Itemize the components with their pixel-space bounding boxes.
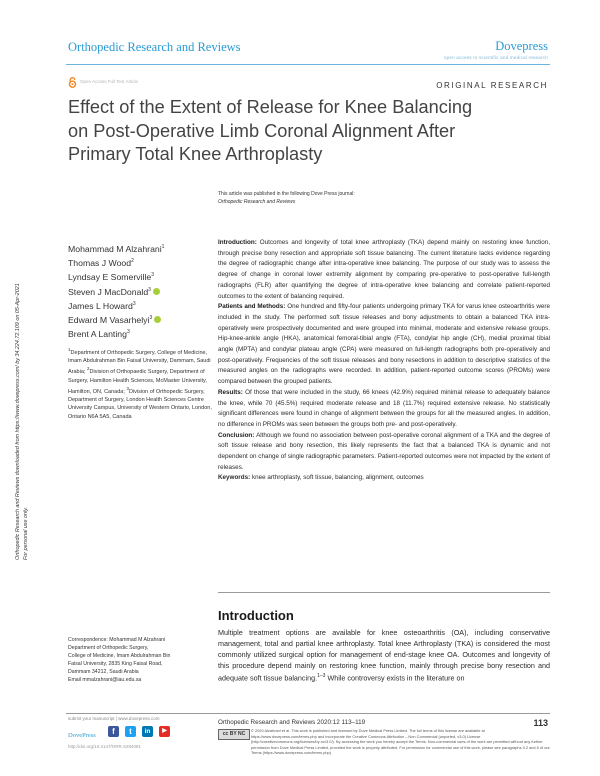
dovepress-tagline: open access to scientific and medical research — [443, 55, 548, 60]
affiliations: $^1$Department of Orthopedic Surgery, College of Medicine, Imam Abdulrahman Bin Faisal University, Dammam, Saudi Arabia; $^2$Division of Orthopaedic Surgery, Department of Surgery, Hamilton Health Sciences, McMaster University, Hamilton, ON, Canada; $^3$Division of Orthopedic Surgery, Department of Surgery, London Health Sciences Centre University Campus, University of Western Ontario, London, Ontario N6A 5A5, Canada — [68, 347, 212, 420]
social-links — [108, 726, 170, 737]
introduction-text: Multiple treatment options are available for knee osteoarthritis (OA), including conservative management, total and partial knee arthroplasty. Total knee Arthroplasty (TKA) is considered the most commonly utilized surgical option for management of end-stage knee OA. Outcomes and longevity of this procedure depend mainly on restoring knee function, mainly through precise bony resection and adequate soft tissue balancing.$^{1-3}$ While controversy exists in the literature on — [218, 628, 550, 683]
orcid-icon[interactable] — [154, 316, 161, 323]
open-access-label: Open Access Full Text Article — [80, 79, 138, 84]
publication-note-journal: Orthopedic Research and Reviews — [218, 199, 296, 205]
article-title — [68, 96, 558, 167]
download-notice — [8, 120, 29, 560]
author[interactable]: Steven J MacDonald$^3$ — [68, 284, 208, 298]
article-type: ORIGINAL RESEARCH — [436, 81, 548, 90]
title-line-3: Primary Total Knee Arthroplasty — [68, 144, 323, 164]
author-list — [68, 241, 208, 340]
journal-name: Orthopedic Research and Reviews — [68, 40, 241, 54]
author[interactable]: Lyndsay E Somerville$^3$ — [68, 272, 154, 283]
page-number: 113 — [533, 718, 548, 728]
keywords: Keywords: knee arthroplasty, soft tissue, balancing, alignment, outcomes — [218, 474, 424, 482]
author[interactable]: Edward M Vasarhelyi$^3$ — [68, 312, 208, 326]
introduction-heading: Introduction — [218, 608, 294, 623]
footer-citation: Orthopedic Research and Reviews 2020:12 113–119 — [218, 719, 366, 726]
linkedin-icon[interactable]: in — [142, 726, 153, 737]
abstract-conclusion: Conclusion: Although we found no association between post-operative coronal alignment of a TKA and the degree of soft tissue release and bony resection, this likely represents the fact that a balanced TKA is dynamic and not dependent on change of single radiographic parameters. Patient-reported outcomes were not impacted by the extent of releases. — [218, 431, 550, 471]
doi-link[interactable]: http://doi.org/10.2147/ORR.S284081 — [68, 744, 142, 749]
author[interactable]: Brent A Lanting$^3$ — [68, 329, 130, 340]
abstract-results: Results: Of those that were included in the study, 66 knees (42.9%) required minimal release to adequately balance the knee, while 70 (45.5%) required moderate release and 18 (11.7%) required extensive release. No statistically significant differences were found in change of alignment between the groups for all the measured angles. In addition, no difference in PROMs was seen between the groups both pre- and post-operatively. — [218, 388, 551, 428]
header-divider — [66, 64, 550, 65]
download-notice-line2: For personal use only. — [23, 507, 29, 560]
facebook-icon[interactable]: f — [108, 726, 119, 737]
publication-note — [218, 190, 355, 206]
submit-manuscript-link[interactable]: submit your manuscript | www.dovepress.com — [68, 716, 160, 721]
dovepress-logo: Dovepress — [495, 39, 548, 53]
abstract — [218, 238, 550, 484]
dovepress-footer-logo: DovePress — [68, 732, 96, 739]
download-notice-line1: Orthopedic Research and Reviews downloaded from https://www.dovepress.com/ by 34.224.72.109 on 05-Apr-2021 — [15, 283, 21, 560]
youtube-icon[interactable]: ▶ — [159, 726, 170, 737]
orcid-icon[interactable] — [153, 288, 160, 295]
author[interactable]: Thomas J Wood$^2$ — [68, 258, 134, 269]
correspondence: Correspondence: Mohammad M Alzahrani Department of Orthopedic Surgery, College of Medicine, Imam Abdulrahman Bin Faisal University, 2835 King Faisal Road, Dammam 34212, Saudi Arabia Email mmalzahrani@iau.edu.sa — [68, 637, 214, 684]
publication-note-text: This article was published in the following Dove Press journal: — [218, 191, 355, 197]
creative-commons-badge[interactable]: cc BY NC — [218, 729, 250, 740]
title-line-1: Effect of the Extent of Release for Knee Balancing — [68, 97, 473, 117]
abstract-introduction: Introduction: Outcomes and longevity of total knee arthroplasty (TKA) depend mainly on restoring knee function, through precise bony resection and appropriate soft tissue balancing. The current literature lacks evidence regarding the degree of radiographic change after intra-operative knee balancing. The purpose of our study was to assess the degree of change in coronal lower extremity alignment by comparing pre-operative to post-operative full-length radiographs (FLR) after quantifying the degree of intra-operative knee balancing and correlate patient-reported outcomes to the extent of balancing required. — [218, 239, 550, 300]
open-access-icon — [68, 77, 77, 88]
twitter-icon[interactable]: t — [125, 726, 136, 737]
citation[interactable]: 1–3 — [317, 673, 326, 679]
abstract-divider — [218, 592, 550, 593]
correspondence-email[interactable]: Email mmalzahrani@iau.edu.sa — [68, 676, 142, 683]
title-line-2: on Post-Operative Limb Coronal Alignment After — [68, 120, 456, 141]
author[interactable]: James L Howard$^3$ — [68, 300, 136, 311]
author[interactable]: Mohammad M Alzahrani$^1$ — [68, 243, 165, 254]
abstract-methods: Patients and Methods: One hundred and fifty-four patients undergoing primary TKA for varus knee osteoarthritis were included in the study. The performed soft tissue releases and bony adjustments to obtain a balanced TKA intra-operatively were prospectively documented and were grouped into minimal, moderate and extensive release groups. Hip-knee-ankle angle (HKA), anatomical femoral-tibial angle (FTA), condylar hip angle (CH), medial proximal tibial angle (MPTA) and condylar plateau angle (CPA) were measured on full-length radiographs both pre-operatively and post-operatively. Frequencies of the soft tissue releases and bony resections in addition to descriptive statistics of the measured angles on the radiographs were recorded. In addition, patient-reported outcome scores (PROMs) were compared between the grouped patients. — [218, 303, 550, 386]
license-text: © 2020 Alzahrani et al. This work is published and licensed by Dove Medical Press Limited. The full terms of this license are available at https://www.dovepress.com/terms.php and incorporate the Creative Commons Attribution – Non Commercial (unported, v3.0) License (http://creativecommons.org/licenses/by-nc/3.0/). By accessing the work you hereby accept the Terms. Non-commercial uses of the work are permitted without any further permission from Dove Medical Press Limited, provided the work is properly attributed. For permission for commercial use of this work, please see paragraphs 4.2 and 5 of our Terms (https://www.dovepress.com/terms.php). — [251, 728, 550, 756]
footer-divider — [66, 713, 550, 714]
